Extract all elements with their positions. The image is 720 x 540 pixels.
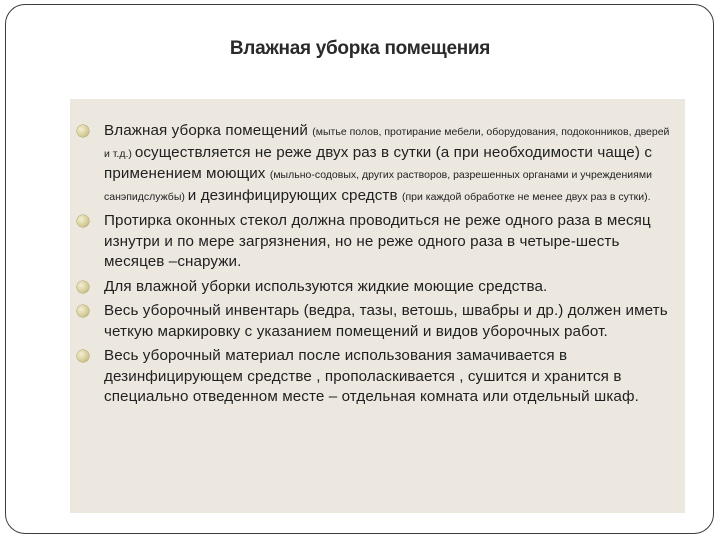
bullet-item	[100, 121, 675, 207]
bullet-text-part: и дезинфицирующих средств	[187, 186, 402, 204]
bullet-text-part: Протирка оконных стекол должна проводиться не реже одного раза в месяц изнутри и по мере загрязнения, но не реже одного раза в четыре-шесть месяцев –снаружи.	[104, 212, 651, 270]
bullet-item	[100, 346, 675, 408]
bullet-dot-icon	[77, 215, 89, 227]
bullet-text-part: Весь уборочный материал после использования замачивается в дезинфицирующем средстве , прополаскивается , сушится и хранится в специально отведенном месте – отдельная комната или отдельный шкаф.	[104, 347, 639, 405]
bullet-text-part: (при каждой обработке не менее двух раз в сутки).	[401, 190, 651, 203]
slide-title: Влажная уборка помещения	[229, 38, 491, 59]
bullet-item	[100, 301, 675, 342]
bullet-dot-icon	[77, 125, 89, 137]
bullet-dot-icon	[77, 350, 89, 362]
bullet-text-part: (мыльно-содовых, других растворов, разрешенных органами и учреждениями санэпидслужбы)	[104, 169, 652, 203]
bullet-text-part: (мытье полов, протирание мебели, оборудования, подоконников, дверей и т.д.)	[104, 126, 670, 160]
bullet-dot-icon	[77, 281, 89, 293]
bullet-item	[100, 211, 675, 273]
content-box	[70, 99, 685, 513]
bullet-text-part: Влажная уборка помещений	[104, 122, 313, 139]
bullet-text-part: осуществляется не реже двух раз в сутки (а при необходимости чаще) с применением моющих	[104, 143, 653, 182]
bullet-list	[100, 121, 675, 408]
bullet-item	[100, 277, 675, 298]
bullet-text-part: Для влажной уборки используются жидкие моющие средства.	[104, 277, 548, 295]
bullet-text-part: Весь уборочный инвентарь (ведра, тазы, ветошь, швабры и др.) должен иметь четкую маркировку с указанием помещений и видов уборочных работ.	[104, 302, 668, 340]
bullet-dot-icon	[77, 305, 89, 317]
